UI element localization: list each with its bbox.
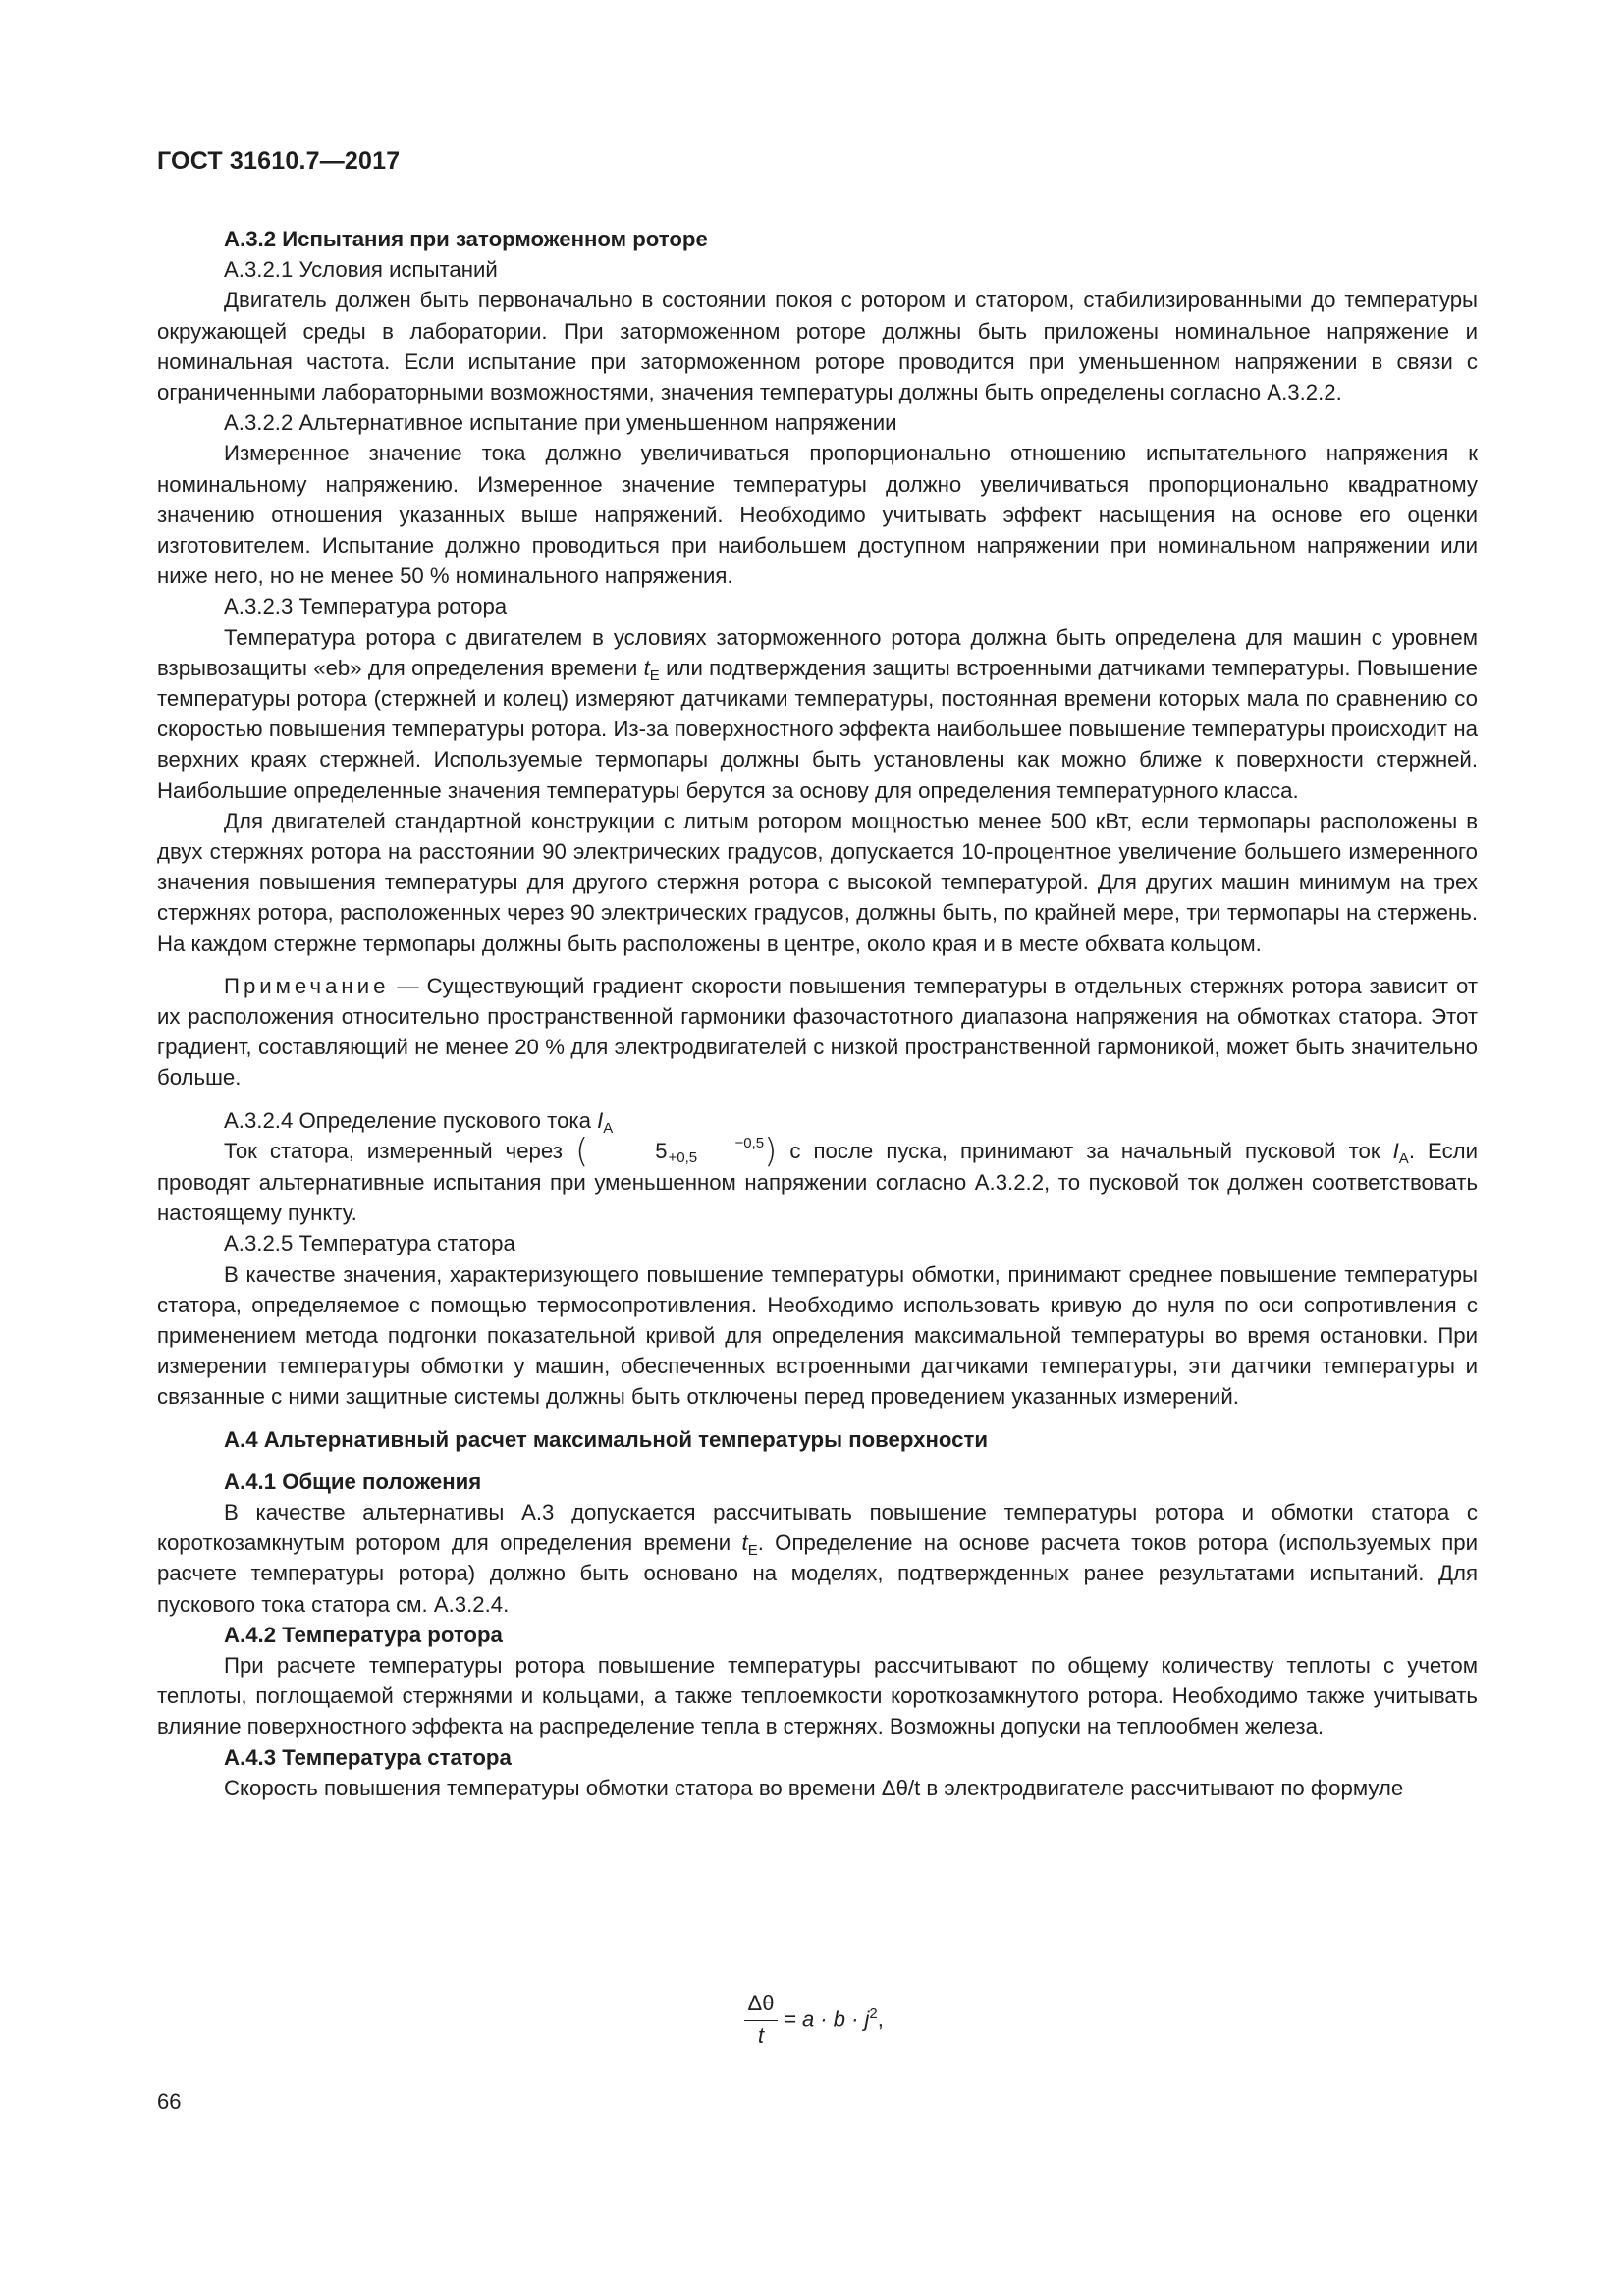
text-run: Ток статора, измеренный через [224, 1138, 575, 1163]
section-a4-title: А.4 Альтернативный расчет максимальной температуры поверхности [224, 1426, 988, 1452]
tolerance-expression [588, 1136, 764, 1165]
math-var: I [1392, 1138, 1399, 1163]
tolerance-lower: +0,5 [668, 1149, 698, 1167]
note-text: — Существующий градиент скорости повышения температуры в отдельных стержнях ротора зависит от их расположения относительно пространственной гармоники фазочастотного диапазона напряжения на обмотках статора. Этот градиент, составляющий не менее 20 % для электродвигателей с низкой пространственной гармоникой, может быть значительно больше. [157, 973, 1478, 1091]
formula-power: 2 [869, 2005, 878, 2022]
paren-close-glyph: ) [764, 1131, 778, 1171]
formula-rhs-text: = a · b · j [784, 2006, 870, 2032]
paragraph: Скорость повышения температуры обмотки статора во времени Δθ/t в электродвигателе рассчитывают по формуле [224, 1775, 1404, 1800]
math-var: t [741, 1530, 748, 1556]
formula-rhs [784, 2005, 884, 2032]
paragraph: При расчете температуры ротора повышение температуры рассчитывают по общему количеству теплоты с учетом теплоты, поглощаемой стержнями и кольцами, а также теплоемкости короткозамкнутого ротора. Необходимо также учитывать влияние поверхностного эффекта на распределение тепла в стержнях. Возможны допуски на теплообмен железа. [157, 1653, 1478, 1739]
text-run: с после пуска, принимают за начальный пусковой ток [777, 1138, 1393, 1163]
math-subscript: A [603, 1119, 614, 1137]
section-a322-title: А.3.2.2 Альтернативное испытание при уменьшенном напряжении [224, 410, 897, 436]
tolerance-limits [668, 1136, 764, 1165]
section-a321-title: А.3.2.1 Условия испытаний [224, 257, 498, 283]
paragraph: Для двигателей стандартной конструкции с литым ротором мощностью менее 500 кВт, если термопары расположены в двух стержнях ротора на расстоянии 90 электрических градусов, допускается 10-процентное увеличение большего измеренного значения повышения температуры для другого стержня ротора с высокой температурой. Для других машин минимум на трех стержнях ротора, расположенных через 90 электрических градусов, должны быть, по крайней мере, три термопары на стержень. На каждом стержне термопары должны быть расположены в центре, около края и в месте обхвата кольцом. [157, 808, 1478, 956]
section-a325-title: А.3.2.5 Температура статора [224, 1231, 515, 1256]
section-a41-title: А.4.1 Общие положения [224, 1468, 482, 1494]
section-a43-title: А.4.3 Температура статора [224, 1744, 512, 1770]
paragraph: В качестве значения, характеризующего повышение температуры обмотки, принимают среднее повышение температуры статора, определяемое с помощью термосопротивления. Необходимо использовать кривую до нуля по оси сопротивления с применением метода подгонки показательной кривой для определения максимальной температуры во время остановки. При измерении температуры обмотки у машин, обеспеченных встроенными датчиками температуры, эти датчики температуры и связанные с ними защитные системы должны быть отключены перед проведением указанных измерений. [157, 1261, 1478, 1410]
math-var: t [643, 655, 650, 680]
section-a324-title [157, 1105, 1478, 1136]
document-body [157, 224, 1478, 1803]
text-run: . Определение на основе расчета токов ротора (используемых при расчете температуры ротора) должно быть основано на моделях, подтвержденных ранее результатами испытаний. Для пускового тока статора см. А.3.2.4. [157, 1530, 1479, 1617]
section-a42-title: А.4.2 Температура ротора [224, 1622, 503, 1647]
document-header: ГОСТ 31610.7—2017 [157, 147, 401, 175]
text-run: В качестве альтернативы А.3 допускается рассчитывать повышение температуры ротора и обмотки статора с короткозамкнутым ротором для определения времени [157, 1500, 1478, 1556]
math-subscript: E [747, 1542, 758, 1560]
formula-numerator: Δθ [747, 1991, 775, 2015]
tolerance-upper: −0,5 [734, 1135, 765, 1152]
section-a323-title: А.3.2.3 Температура ротора [224, 594, 508, 619]
text-run: или подтверждения защиты встроенными датчиками температуры. Повышение температуры ротора (стержней и колец) измеряют датчиками температуры, постоянная времени которых мала по сравнению со скоростью повышения температуры ротора. Из-за поверхностного эффекта наибольшее повышение температуры происходит на верхних краях стержней. Используемые термопары должны быть установлены как можно ближе к поверхности стержней. Наибольшие определенные значения температуры берутся за основу для определения температурного класса. [157, 655, 1478, 803]
tolerance-base: 5 [655, 1138, 668, 1163]
text-run: . Если проводят альтернативные испытания при уменьшенном напряжении согласно А.3.2.2, то пусковой ток должен соответствовать настоящему пункту. [157, 1138, 1479, 1226]
math-subscript: A [1398, 1149, 1409, 1167]
text-run: Температура ротора с двигателем в условиях заторможенного ротора должна быть определена для машин с уровнем взрывозащиты «eb» для определения времени [157, 624, 1478, 680]
note-label: Примечание [224, 973, 390, 998]
formula-trail: , [877, 2006, 884, 2032]
note-paragraph [157, 971, 1478, 1094]
section-a32-title: А.3.2 Испытания при заторможенном роторе [224, 227, 708, 251]
formula-denominator: t [757, 2023, 765, 2048]
text-run: А.3.2.4 Определение пускового тока [224, 1107, 598, 1133]
paragraph: Измеренное значение тока должно увеличиваться пропорционально отношению испытательного напряжения к номинальному напряжению. Измеренное значение температуры должно увеличиваться пропорционально квадратному значению отношения указанных выше напряжений. Необходимо учитывать эффект насыщения на основе его оценки изготовителем. Испытание должно проводиться при наибольшем доступном напряжении при номинальном напряжении или ниже него, но не менее 50 % номинального напряжения. [157, 441, 1478, 589]
page-number: 66 [157, 2089, 182, 2113]
paragraph [157, 622, 1478, 806]
math-var: I [597, 1107, 604, 1133]
paren-open-glyph: ( [574, 1131, 589, 1171]
paragraph: Двигатель должен быть первоначально в состоянии покоя с ротором и статором, стабилизированными до температуры окружающей среды в лаборатории. При заторможенном роторе должны быть приложены номинальное напряжение и номинальная частота. Если испытание при заторможенном роторе проводится при уменьшенном напряжении в связи с ограниченными лабораторными возможностями, значения температуры должны быть определены согласно А.3.2.2. [157, 288, 1478, 405]
math-subscript: E [649, 667, 660, 684]
formula-block [0, 1981, 1624, 2050]
paragraph [157, 1497, 1478, 1620]
paragraph [157, 1131, 1479, 1229]
fraction-bar [744, 2020, 778, 2021]
